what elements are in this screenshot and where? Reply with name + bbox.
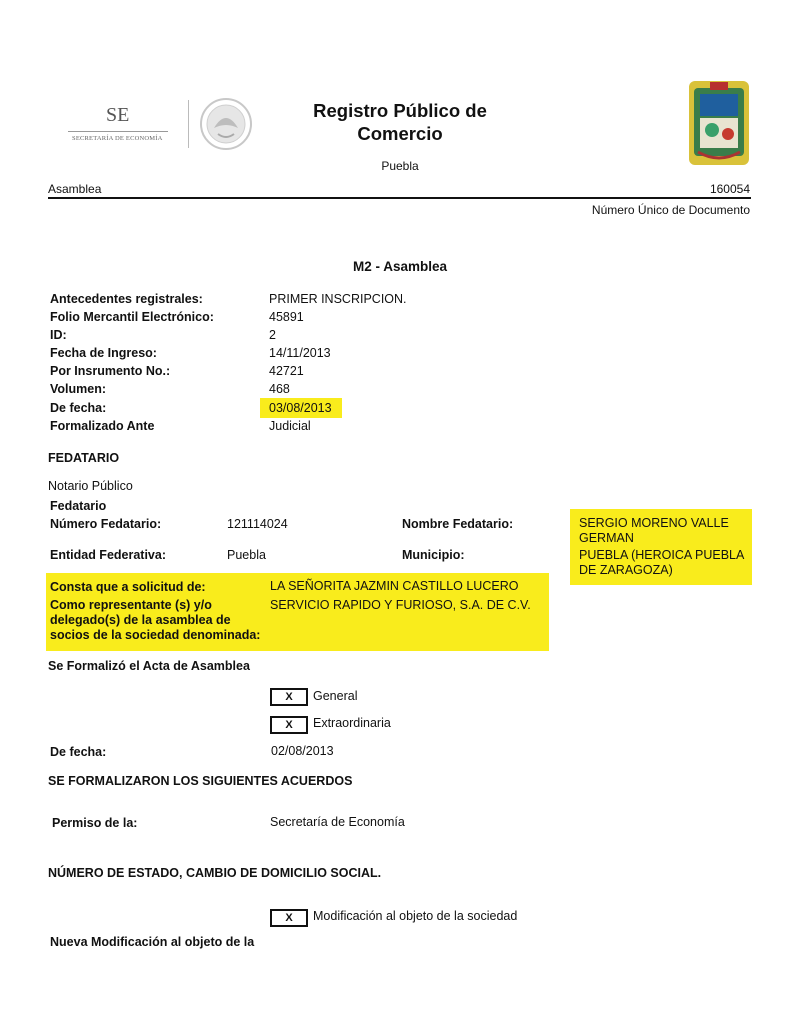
de-fecha-value: 03/08/2013 <box>269 401 332 415</box>
nombre-fedatario-label: Nombre Fedatario: <box>402 517 514 531</box>
antecedentes-value: PRIMER INSCRIPCION. <box>269 292 407 306</box>
national-seal-icon <box>196 96 256 152</box>
municipio-line-2: DE ZARAGOZA) <box>579 563 673 577</box>
consta-label: Consta que a solicitud de: <box>50 580 206 594</box>
fedatario-heading: FEDATARIO <box>48 451 120 465</box>
folio-value: 45891 <box>269 310 304 324</box>
title-line-1: Registro Público de <box>313 100 487 121</box>
se-logo <box>68 104 178 148</box>
acta-fecha-value: 02/08/2013 <box>271 744 334 758</box>
representante-value: SERVICIO RAPIDO Y FURIOSO, S.A. DE C.V. <box>270 598 531 612</box>
extraordinaria-checkbox[interactable]: X <box>270 716 308 734</box>
title-line-2: Comercio <box>357 123 443 144</box>
header-rule <box>48 197 751 199</box>
representante-label-line-2: delegado(s) de la asamblea de <box>50 613 231 627</box>
se-logo-letters: SE <box>106 104 130 126</box>
formalizado-value: Judicial <box>269 419 311 433</box>
acta-fecha-label: De fecha: <box>50 745 107 759</box>
nombre-fedatario-line-2: GERMAN <box>579 531 634 545</box>
logo-divider <box>188 100 189 148</box>
acuerdos-heading: SE FORMALIZARON LOS SIGUIENTES ACUERDOS <box>48 774 353 788</box>
document-title <box>290 99 510 145</box>
nombre-fedatario-line-1: SERGIO MORENO VALLE <box>579 516 729 530</box>
permiso-label: Permiso de la: <box>52 816 138 830</box>
se-logo-rule <box>68 131 168 132</box>
consta-value: LA SEÑORITA JAZMIN CASTILLO LUCERO <box>270 579 519 593</box>
municipio-label: Municipio: <box>402 548 465 562</box>
doc-number: 160054 <box>709 182 750 196</box>
modificacion-label: Modificación al objeto de la sociedad <box>313 909 518 923</box>
id-value: 2 <box>269 328 276 342</box>
folio-label: Folio Mercantil Electrónico: <box>50 310 214 324</box>
general-checkbox[interactable]: X <box>270 688 308 706</box>
representante-label-line-1: Como representante (s) y/o <box>50 598 212 612</box>
nueva-modificacion-label: Nueva Modificación al objeto de la <box>50 935 255 949</box>
doc-type: Asamblea <box>48 182 102 196</box>
se-logo-text: SECRETARÍA DE ECONOMÍA <box>72 135 163 142</box>
state-name: Puebla <box>381 159 419 173</box>
instrumento-value: 42721 <box>269 364 304 378</box>
entidad-value: Puebla <box>227 548 266 562</box>
acta-heading: Se Formalizó el Acta de Asamblea <box>48 659 250 673</box>
doc-number-label: Número Único de Documento <box>591 203 750 217</box>
fedatario-subheading: Fedatario <box>50 499 107 513</box>
municipio-line-1: PUEBLA (HEROICA PUEBLA <box>579 548 745 562</box>
estado-heading: NÚMERO DE ESTADO, CAMBIO DE DOMICILIO SOCIAL. <box>48 866 382 880</box>
permiso-value: Secretaría de Economía <box>270 815 405 829</box>
general-label: General <box>313 689 358 703</box>
id-label: ID: <box>50 328 67 342</box>
numero-fedatario-value: 121114024 <box>227 517 288 531</box>
modificacion-checkbox[interactable]: X <box>270 909 308 927</box>
entidad-label: Entidad Federativa: <box>50 548 166 562</box>
fedatario-tipo: Notario Público <box>48 479 133 493</box>
extraordinaria-label: Extraordinaria <box>313 716 391 730</box>
instrumento-label: Por Insrumento No.: <box>50 364 171 378</box>
fecha-ingreso-value: 14/11/2013 <box>269 346 331 360</box>
volumen-value: 468 <box>269 382 290 396</box>
section-title: M2 - Asamblea <box>352 259 448 274</box>
fecha-ingreso-label: Fecha de Ingreso: <box>50 346 157 360</box>
volumen-label: Volumen: <box>50 382 107 396</box>
puebla-coat-of-arms-icon <box>688 80 750 166</box>
numero-fedatario-label: Número Fedatario: <box>50 517 162 531</box>
representante-label-line-3: socios de la sociedad denominada: <box>50 628 261 642</box>
de-fecha-label: De fecha: <box>50 401 107 415</box>
formalizado-label: Formalizado Ante <box>50 419 155 433</box>
antecedentes-label: Antecedentes registrales: <box>50 292 203 306</box>
